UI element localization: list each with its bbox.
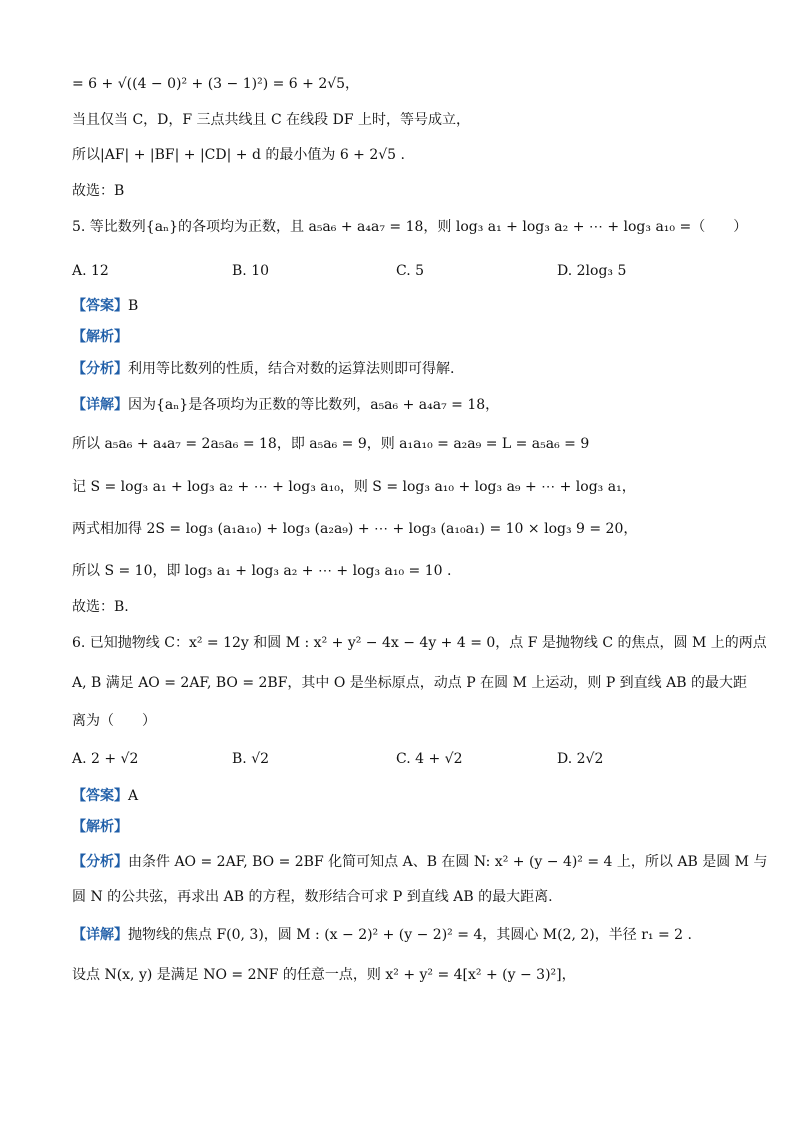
q5-option-b: B. 10: [232, 263, 270, 279]
answer-line-6: [72, 786, 734, 806]
text-line: 记 S = log₃ a₁ + log₃ a₂ + ⋯ + log₃ a₁₀，则 S = log₃ a₁₀ + log₃ a₉ + ⋯ + log₃ a₁，: [72, 479, 636, 495]
analysis-line-6: [72, 852, 768, 872]
text-line: = 6 + √((4 − 0)² + (3 − 1)²) = 6 + 2√5，: [72, 76, 360, 92]
q6-option-c: C. 4 + √2: [396, 751, 463, 767]
answer-value: B: [128, 298, 139, 314]
fenxi-tag: 【分析】: [72, 854, 128, 870]
text-line: 圆 N 的公共弦，再求出 AB 的方程，数形结合可求 P 到直线 AB 的最大距离.: [72, 889, 553, 905]
text-line: 所以 a₅a₆ + a₄a₇ = 2a₅a₆ = 18，即 a₅a₆ = 9，则 a₁a₁₀ = a₂a₉ = L = a₅a₆ = 9: [72, 436, 590, 452]
analysis-heading-6: [72, 817, 734, 837]
text-line: 所以 S = 10，即 log₃ a₁ + log₃ a₂ + ⋯ + log₃ a₁₀ = 10 .: [72, 563, 452, 579]
fenxi-text: 由条件 AO = 2AF, BO = 2BF 化简可知点 A、B 在圆 N: x² + (y − 4)² = 4 上，所以 AB 是圆 M 与: [128, 854, 768, 870]
xiangjie-tag: 【详解】: [72, 397, 128, 413]
question-5: 5. 等比数列{aₙ}的各项均为正数，且 a₅a₆ + a₄a₇ = 18，则 log₃ a₁ + log₃ a₂ + ⋯ + log₃ a₁₀ =（ ）: [72, 219, 748, 235]
analysis-tag: 【解析】: [72, 329, 128, 345]
answer-tag: 【答案】: [72, 788, 128, 804]
question-6-line-1: 6. 已知抛物线 C：x² = 12y 和圆 M : x² + y² − 4x − 4y + 4 = 0，点 F 是抛物线 C 的焦点，圆 M 上的两点: [72, 635, 767, 651]
xiangjie-tag: 【详解】: [72, 927, 128, 943]
xiangjie-text: 因为{aₙ}是各项均为正数的等比数列，a₅a₆ + a₄a₇ = 18，: [128, 397, 500, 413]
answer-value: A: [128, 788, 139, 804]
q6-option-d: D. 2√2: [557, 751, 604, 767]
text-line: 两式相加得 2S = log₃ (a₁a₁₀) + log₃ (a₂a₉) + ⋯ + log₃ (a₁₀a₁) = 10 × log₃ 9 = 20，: [72, 521, 638, 537]
q5-option-a: A. 12: [72, 263, 109, 279]
fenxi-tag: 【分析】: [72, 361, 128, 377]
analysis-tag: 【解析】: [72, 819, 128, 835]
q5-option-c: C. 5: [396, 263, 425, 279]
text-line: 故选：B.: [72, 599, 129, 615]
xiangjie-text: 抛物线的焦点 F(0, 3)，圆 M : (x − 2)² + (y − 2)² = 4，其圆心 M(2, 2)，半径 r₁ = 2 .: [128, 927, 692, 943]
text-line: 设点 N(x, y) 是满足 NO = 2NF 的任意一点，则 x² + y² = 4[x² + (y − 3)²]，: [72, 967, 576, 983]
q6-option-a: A. 2 + √2: [72, 751, 139, 767]
q6-option-b: B. √2: [232, 751, 270, 767]
detail-line-6: [72, 925, 734, 945]
answer-tag: 【答案】: [72, 298, 128, 314]
analysis-line-5: [72, 359, 734, 379]
question-6-line-3: 离为（ ）: [72, 713, 156, 729]
question-6-line-2: A, B 满足 AO = 2AF, BO = 2BF，其中 O 是坐标原点，动点 P 在圆 M 上运动，则 P 到直线 AB 的最大距: [72, 675, 747, 691]
text-line: 所以|AF| + |BF| + |CD| + d 的最小值为 6 + 2√5 .: [72, 147, 405, 163]
detail-line-5: [72, 395, 734, 415]
analysis-heading-5: [72, 327, 734, 347]
text-line: 故选：B: [72, 183, 125, 199]
q5-option-d: D. 2log₃ 5: [557, 263, 627, 279]
fenxi-text: 利用等比数列的性质，结合对数的运算法则即可得解.: [128, 361, 455, 377]
text-line: 当且仅当 C，D，F 三点共线且 C 在线段 DF 上时，等号成立，: [72, 112, 471, 128]
answer-line-5: [72, 296, 734, 316]
